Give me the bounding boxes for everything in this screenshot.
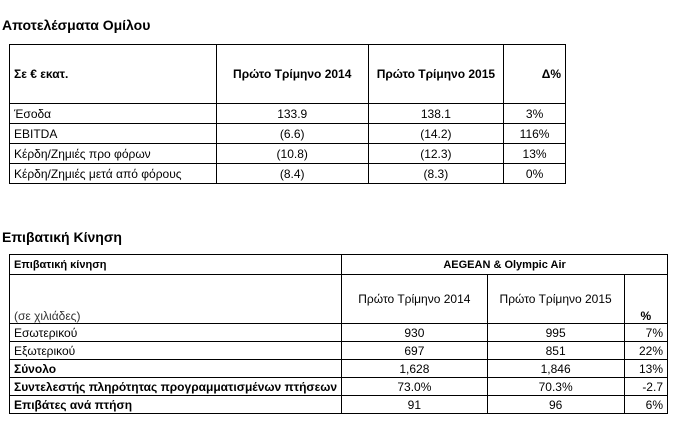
header-delta: Δ% bbox=[504, 45, 566, 104]
passenger-traffic-table bbox=[9, 254, 668, 414]
row-label: Κέρδη/Ζημιές προ φόρων bbox=[10, 144, 217, 164]
row-value-2015: 138.1 bbox=[368, 104, 503, 124]
row-percent: 22% bbox=[624, 342, 667, 360]
table-row bbox=[10, 396, 668, 414]
header-group: AEGEAN & Olympic Air bbox=[342, 255, 668, 275]
header-percent: % bbox=[624, 275, 667, 324]
table-header-row bbox=[10, 255, 668, 275]
header-units: (σε χιλιάδες) bbox=[10, 275, 342, 324]
row-value-2015: 851 bbox=[487, 342, 624, 360]
row-value-2014: 73.0% bbox=[342, 378, 488, 396]
row-percent: -2.7 bbox=[624, 378, 667, 396]
header-q1-2015: Πρώτο Τρίμηνο 2015 bbox=[487, 275, 624, 324]
row-label: Εξωτερικού bbox=[10, 342, 342, 360]
row-label: Εσωτερικού bbox=[10, 324, 342, 342]
row-value-2015: 70.3% bbox=[487, 378, 624, 396]
row-value-2014: 697 bbox=[342, 342, 488, 360]
row-value-2015: (12.3) bbox=[368, 144, 503, 164]
table-row bbox=[10, 324, 668, 342]
row-value-2015: 96 bbox=[487, 396, 624, 414]
table-row bbox=[10, 124, 566, 144]
row-value-2014: (6.6) bbox=[216, 124, 368, 144]
header-q1-2014: Πρώτο Τρίμηνο 2014 bbox=[342, 275, 488, 324]
row-delta: 3% bbox=[504, 104, 566, 124]
row-value-2014: 930 bbox=[342, 324, 488, 342]
row-delta: 0% bbox=[504, 164, 566, 184]
table-header-row bbox=[10, 45, 566, 104]
row-label: Σύνολο bbox=[10, 360, 342, 378]
row-value-2014: 1,628 bbox=[342, 360, 488, 378]
row-percent: 13% bbox=[624, 360, 667, 378]
row-delta: 116% bbox=[504, 124, 566, 144]
table-subheader-row bbox=[10, 275, 668, 324]
row-value-2014: 133.9 bbox=[216, 104, 368, 124]
group-results-table bbox=[9, 44, 566, 184]
row-value-2014: (10.8) bbox=[216, 144, 368, 164]
table-row bbox=[10, 378, 668, 396]
header-q1-2015: Πρώτο Τρίμηνο 2015 bbox=[368, 45, 503, 104]
row-value-2015: (8.3) bbox=[368, 164, 503, 184]
row-value-2014: 91 bbox=[342, 396, 488, 414]
table-row bbox=[10, 360, 668, 378]
header-q1-2014: Πρώτο Τρίμηνο 2014 bbox=[216, 45, 368, 104]
row-label: Επιβάτες ανά πτήση bbox=[10, 396, 342, 414]
section-title-group-results: Αποτελέσματα Ομίλου bbox=[2, 17, 151, 33]
row-value-2015: 995 bbox=[487, 324, 624, 342]
row-label: Έσοδα bbox=[10, 104, 217, 124]
row-label: Κέρδη/Ζημιές μετά από φόρους bbox=[10, 164, 217, 184]
header-label: Επιβατική κίνηση bbox=[10, 255, 342, 275]
row-percent: 7% bbox=[624, 324, 667, 342]
row-label: EBITDA bbox=[10, 124, 217, 144]
table-row bbox=[10, 164, 566, 184]
row-label: Συντελεστής πληρότητας προγραμματισμένων πτήσεων bbox=[10, 378, 342, 396]
row-percent: 6% bbox=[624, 396, 667, 414]
row-value-2015: 1,846 bbox=[487, 360, 624, 378]
section-title-passenger-traffic: Επιβατική Κίνηση bbox=[2, 229, 122, 245]
row-delta: 13% bbox=[504, 144, 566, 164]
row-value-2014: (8.4) bbox=[216, 164, 368, 184]
table-row bbox=[10, 144, 566, 164]
header-label: Σε € εκατ. bbox=[10, 45, 217, 104]
row-value-2015: (14.2) bbox=[368, 124, 503, 144]
table-row bbox=[10, 342, 668, 360]
table-row bbox=[10, 104, 566, 124]
